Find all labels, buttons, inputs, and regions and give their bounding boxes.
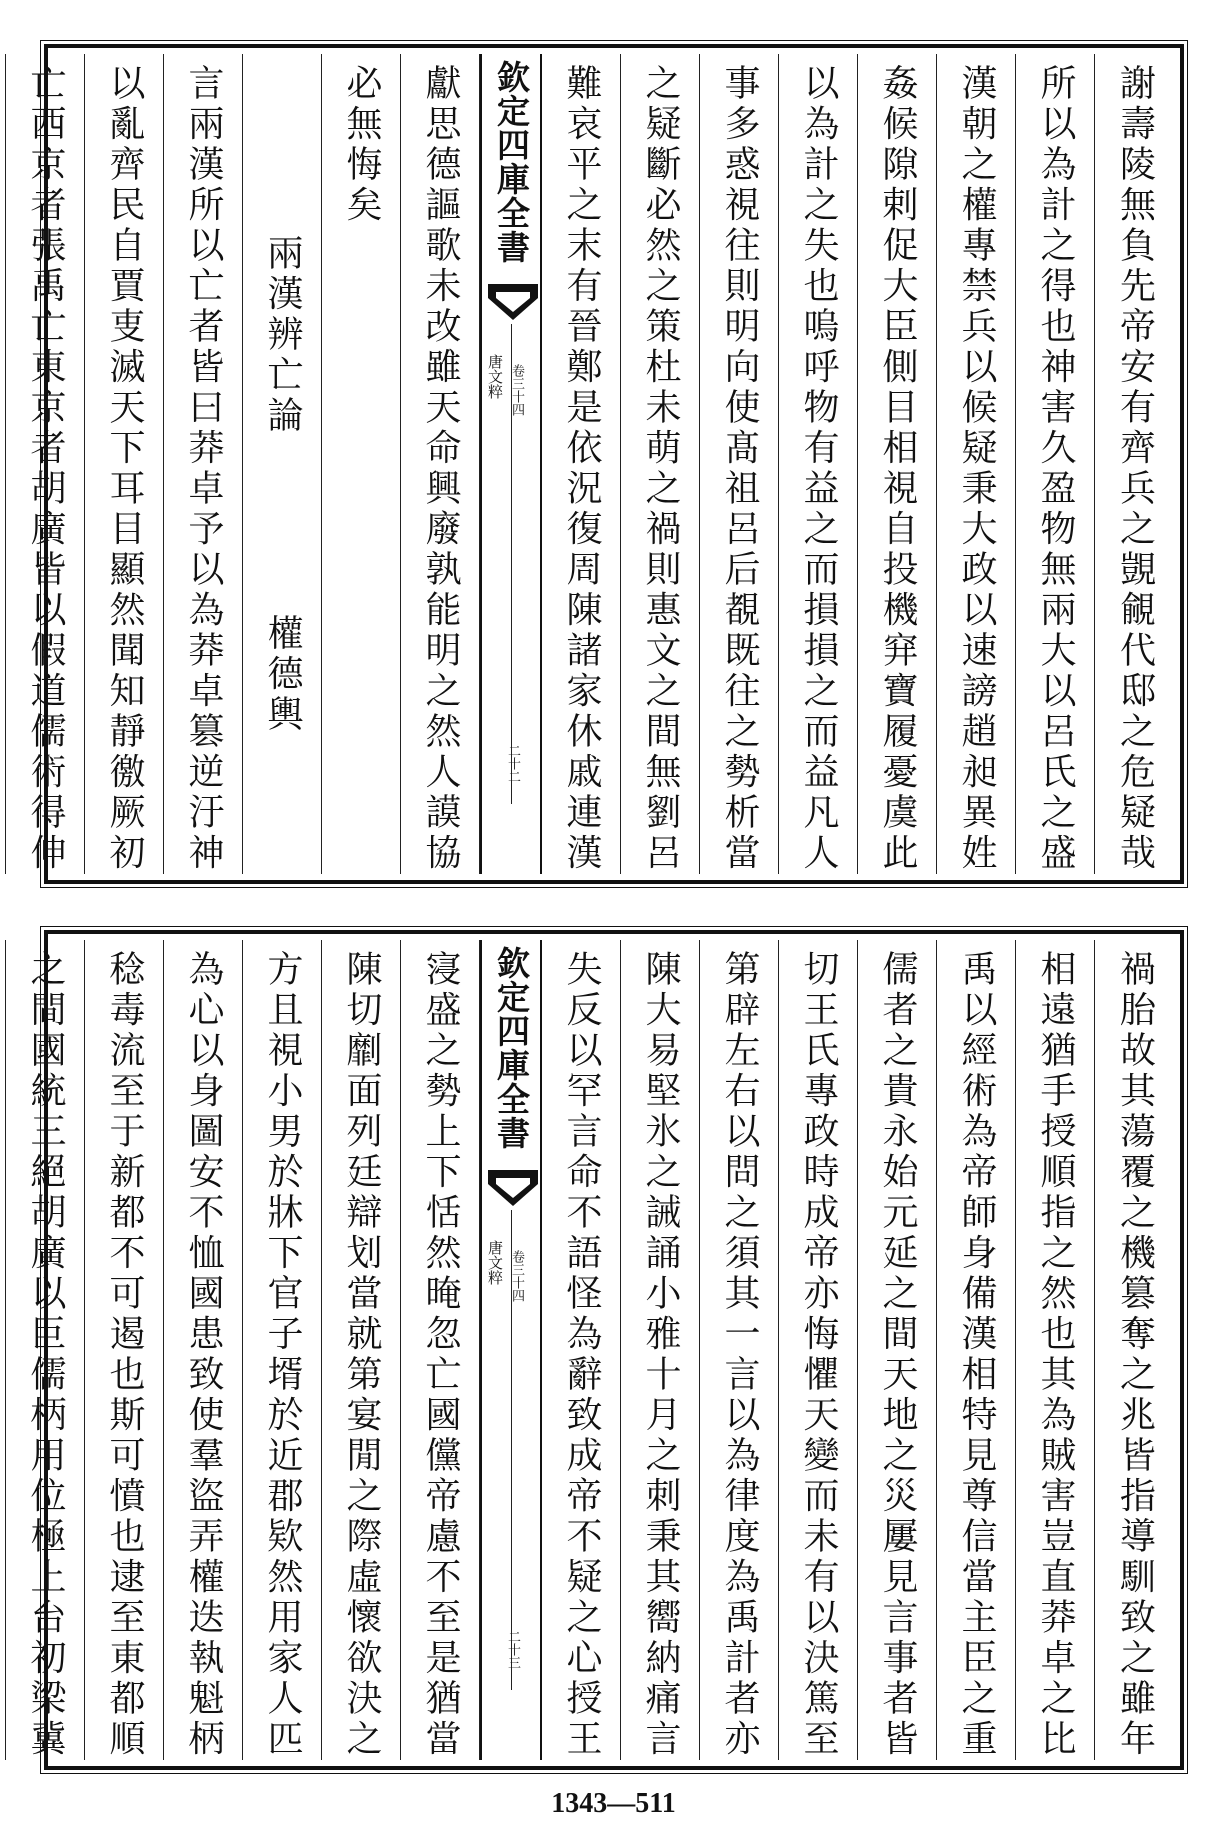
text-column: 陳大易堅氷之誡誦小雅十月之刺秉其嚮納痛言 bbox=[621, 940, 700, 1760]
text-column: 禹以經術為帝師身備漢相特見尊信當主臣之重 bbox=[937, 940, 1016, 1760]
text-column: 所以為計之得也神害久盈物無兩大以呂氏之盛 bbox=[1016, 54, 1095, 874]
text-column bbox=[0, 940, 6, 1760]
center-gutter bbox=[480, 940, 542, 1760]
text-column: 為心以身圖安不恤國患致使羣盜弄權迭執魁柄 bbox=[164, 940, 243, 1760]
text-column: 之間國統三絕胡廣以巨儒柄用位極上台初梁冀 bbox=[6, 940, 85, 1760]
juan-number: 卷三十四 bbox=[509, 364, 524, 416]
folio-number: 二十三 bbox=[505, 1630, 520, 1669]
text-column: 獻思德謳歌未改雖天命興廢孰能明之然人謨協 bbox=[401, 54, 480, 874]
text-column: 第辟左右以問之須其一言以為律度為禹計者亦 bbox=[700, 940, 779, 1760]
page-number: 1343—511 bbox=[551, 1788, 676, 1819]
text-column: 陳切劘面列廷辯划當就第宴閒之際虛懷欲決之 bbox=[322, 940, 401, 1760]
text-column: 以亂齊民自賈叓滅天下耳目顯然聞知靜徼厥初 bbox=[85, 54, 164, 874]
text-column: 言兩漢所以亡者皆曰莽卓予以為莽卓篡逆汙神 bbox=[164, 54, 243, 874]
essay-author: 權德輿 bbox=[262, 614, 303, 736]
top-page bbox=[25, 44, 1184, 884]
text-column: 漢朝之權專禁兵以候疑秉大政以速謗趙昶異姓 bbox=[937, 54, 1016, 874]
series-title: 欽定四庫全書 bbox=[492, 60, 531, 264]
essay-title-column bbox=[243, 54, 322, 874]
text-column: 姦候隙剌促大臣側目相視自投機穽寶履憂虞此 bbox=[858, 54, 937, 874]
text-column: 禍胎故其蕩覆之機篡奪之兆皆指導馴致之雖年 bbox=[1114, 950, 1156, 1760]
folio-number: 二十二 bbox=[505, 744, 520, 783]
text-column: 之疑斷必然之策杜未萌之禍則惠文之間無劉呂 bbox=[621, 54, 700, 874]
fish-tail-mark bbox=[488, 1170, 538, 1210]
essay-title: 兩漢辨亡論 bbox=[262, 234, 303, 437]
text-column: 事多惑視往則明向使髙祖呂后覩既往之勢析當 bbox=[700, 54, 779, 874]
bottom-page bbox=[25, 930, 1184, 1770]
text-column: 相遠猶手授順指之然也其為賊害豈直莽卓之比 bbox=[1016, 940, 1095, 1760]
work-title: 唐文粹 bbox=[486, 1240, 504, 1285]
series-title: 欽定四庫全書 bbox=[492, 946, 531, 1150]
text-column bbox=[0, 54, 6, 874]
top-page-columns bbox=[25, 54, 1174, 874]
center-gutter bbox=[480, 54, 542, 874]
text-column: 以為計之失也嗚呼物有益之而損損之而益凡人 bbox=[779, 54, 858, 874]
text-column: 切王氏專政時成帝亦悔懼天變而未有以決篤至 bbox=[779, 940, 858, 1760]
text-column: 謝壽陵無負先帝安有齊兵之覬覦代邸之危疑哉 bbox=[1114, 64, 1156, 874]
work-title: 唐文粹 bbox=[486, 354, 504, 399]
text-column: 失反以罕言命不語怪為辭致成帝不疑之心授王 bbox=[542, 940, 621, 1760]
text-column: 必無悔矣 bbox=[322, 54, 401, 874]
text-column: 方且視小男於牀下官子壻於近郡欵然用家人匹 bbox=[243, 940, 322, 1760]
text-column: 寖盛之勢上下恬然晻忽亡國儻帝慮不至是猶當 bbox=[401, 940, 480, 1760]
bottom-page-columns bbox=[25, 940, 1174, 1760]
text-column: 儒者之貴永始元延之間天地之災屢見言事者皆 bbox=[858, 940, 937, 1760]
text-column: 亡西京者張禹亡東京者胡廣皆以假道儒術得伸 bbox=[6, 54, 85, 874]
juan-number: 卷三十四 bbox=[509, 1250, 524, 1302]
text-column: 稔毒流至于新都不可遏也斯可憤也逮至東都順 bbox=[85, 940, 164, 1760]
fish-tail-mark bbox=[488, 284, 538, 324]
text-column: 難哀平之末有晉鄭是依況復周陳諸家休戚連漢 bbox=[542, 54, 621, 874]
